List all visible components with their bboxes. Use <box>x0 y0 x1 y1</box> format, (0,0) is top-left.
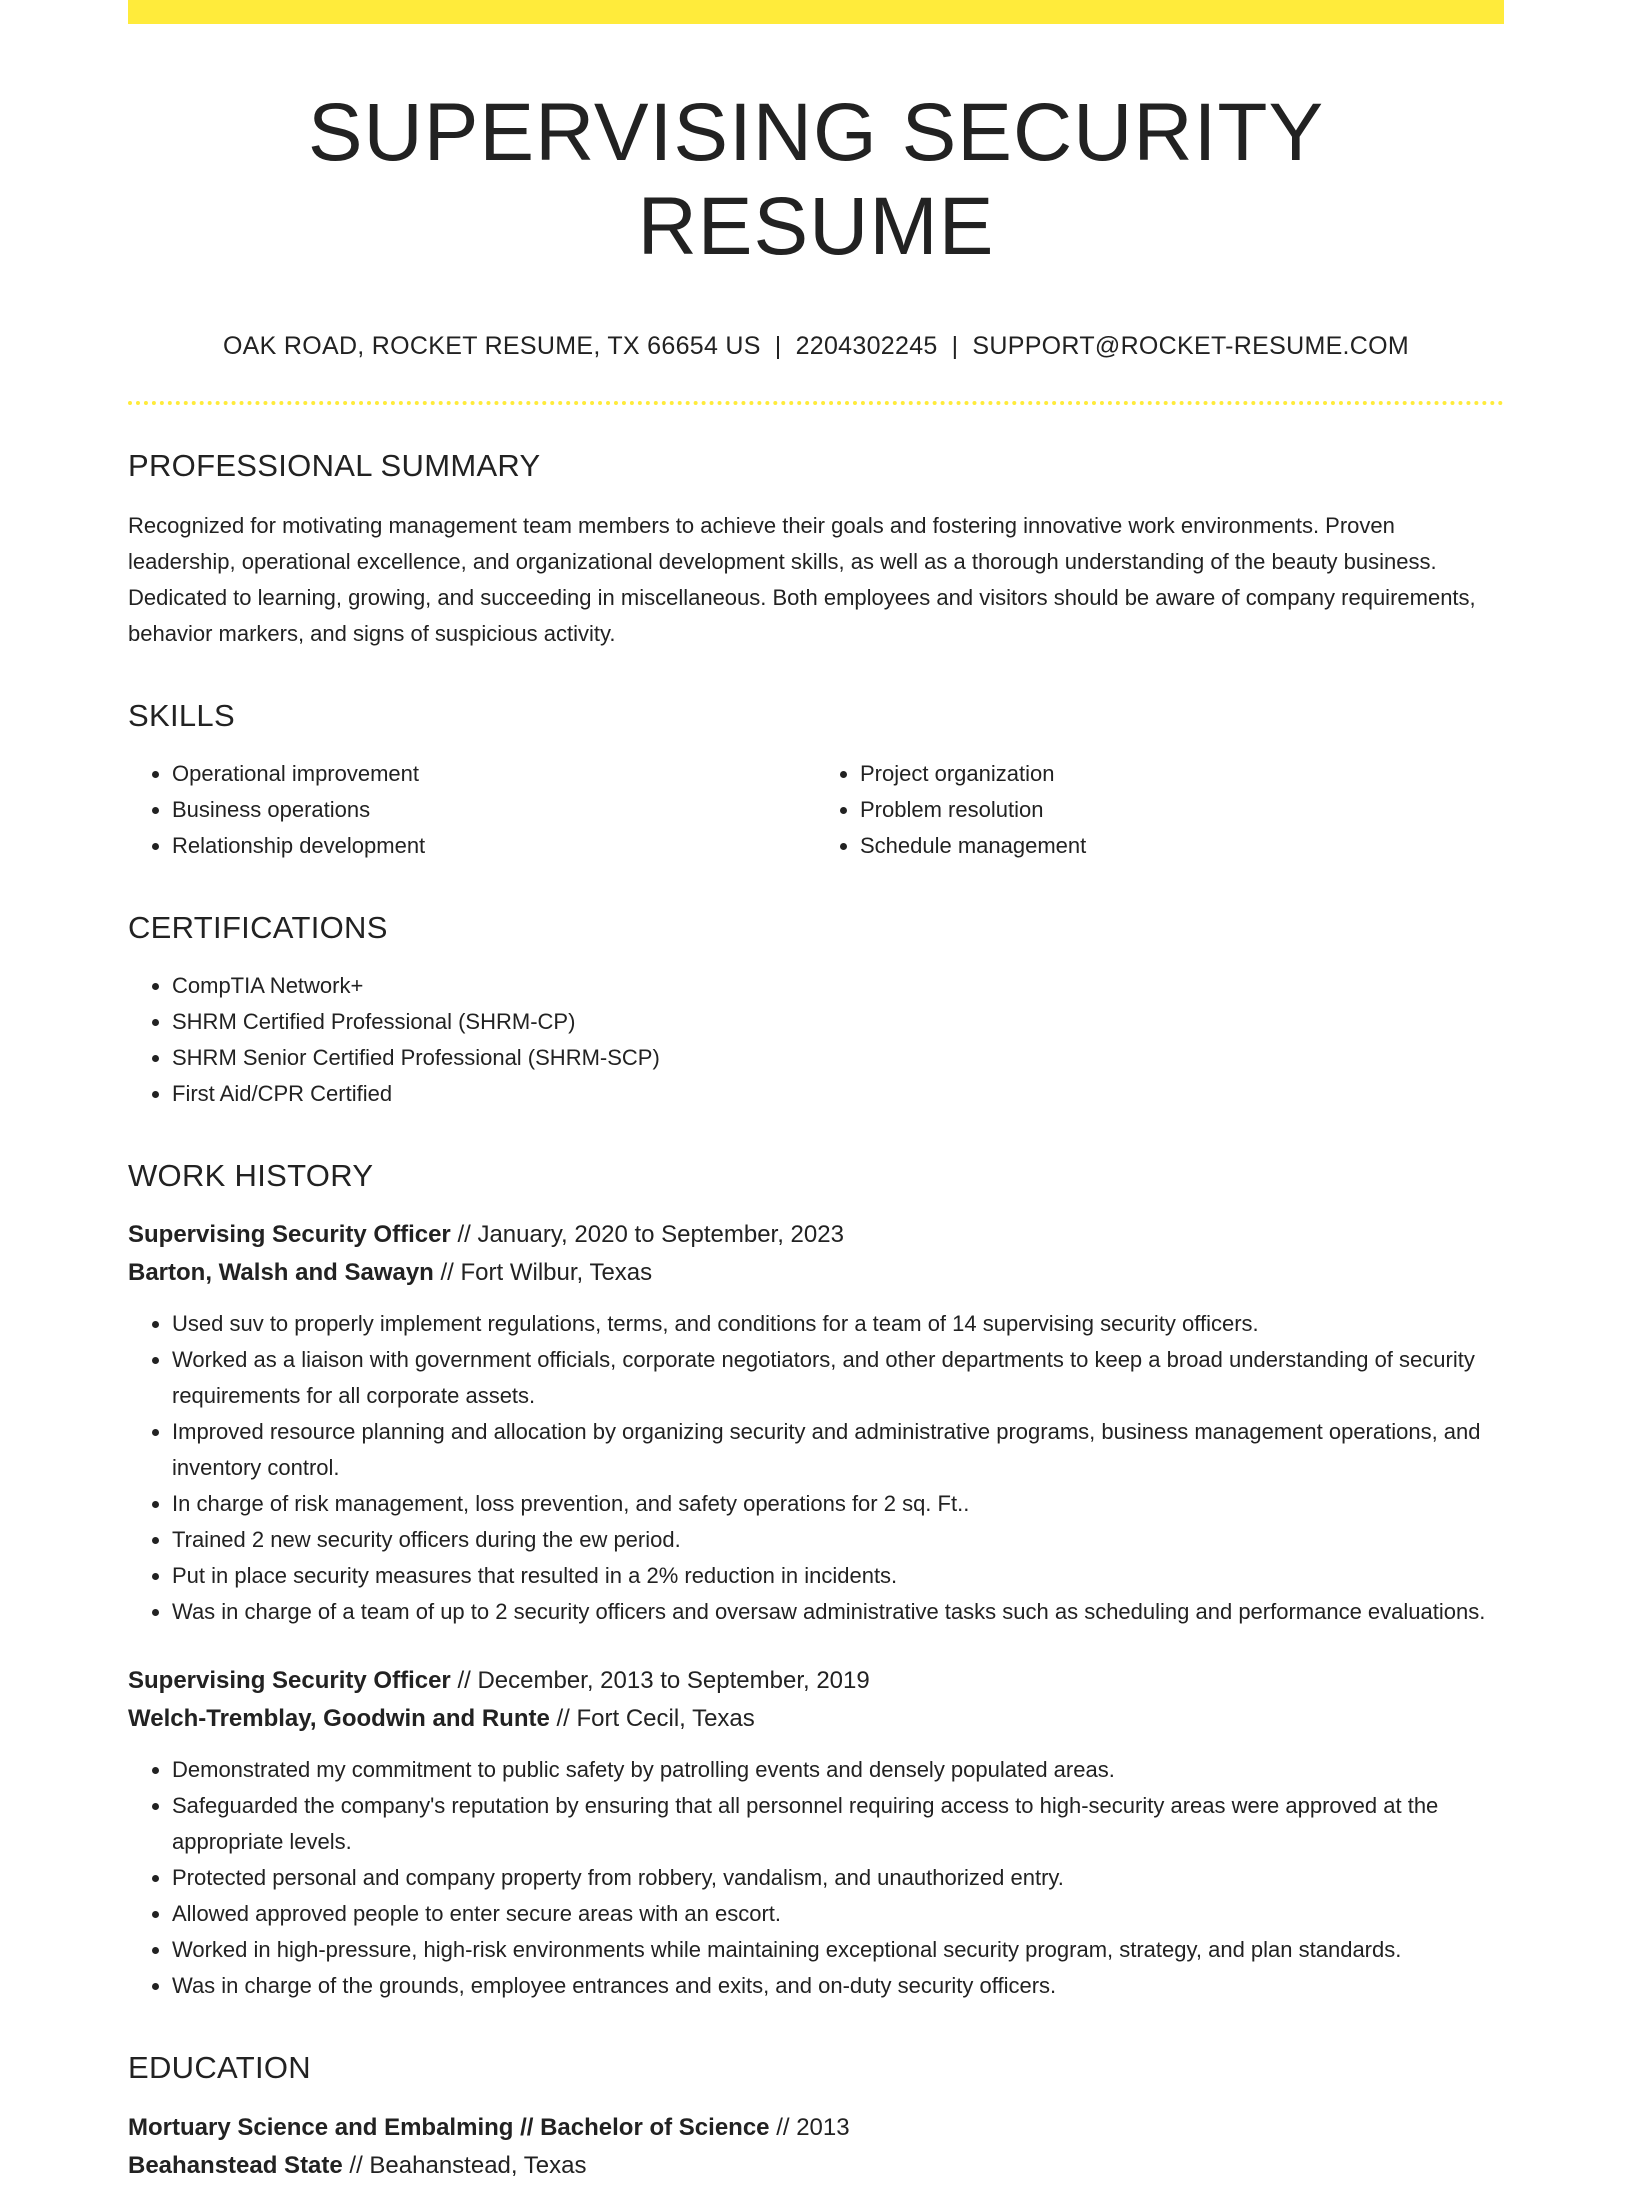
education-section <box>128 2049 1504 2184</box>
certification-item: • CompTIA Network+ <box>172 968 1504 1004</box>
education-school-line <box>128 2147 1504 2185</box>
resume-title: SUPERVISING SECURITY RESUME <box>307 87 1325 273</box>
contact-line <box>128 331 1504 361</box>
job-bullets <box>128 1306 1504 1630</box>
job-bullet: • Protected personal and company property from robbery, vandalism, and unauthorized entry. <box>172 1860 1504 1896</box>
job-bullet: • Trained 2 new security officers during the ew period. <box>172 1522 1504 1558</box>
job-location: // Fort Wilbur, Texas <box>440 1259 653 1287</box>
certification-item: • SHRM Senior Certified Professional (SHRM-SCP) <box>172 1040 1504 1076</box>
job-title-line <box>128 1216 1504 1254</box>
summary-section <box>128 447 1504 652</box>
job-company-line <box>128 1254 1504 1292</box>
skills-heading: SKILLS <box>128 697 235 733</box>
job-bullet: • Used suv to properly implement regulations, terms, and conditions for a team of 14 supervising security officers. <box>172 1306 1504 1342</box>
job-bullet: • Was in charge of a team of up to 2 security officers and oversaw administrative tasks such as scheduling and performance evaluations. <box>172 1594 1504 1630</box>
education-heading: EDUCATION <box>128 2050 311 2086</box>
job-bullets <box>128 1752 1504 2004</box>
skills-left-list <box>128 756 816 864</box>
contact-separator: | <box>774 331 782 360</box>
job-dates: // January, 2020 to September, 2023 <box>457 1221 844 1249</box>
skill-item: • Operational improvement <box>172 756 816 792</box>
dotted-divider <box>128 401 1504 405</box>
summary-heading: PROFESSIONAL SUMMARY <box>128 447 541 483</box>
certification-item: • First Aid/CPR Certified <box>172 1076 1504 1112</box>
education-year: // 2013 <box>776 2113 850 2141</box>
certifications-heading: CERTIFICATIONS <box>128 909 388 945</box>
contact-email: SUPPORT@ROCKET-RESUME.COM <box>972 331 1410 360</box>
education-location: // Beahanstead, Texas <box>349 2151 587 2179</box>
contact-address: OAK ROAD, ROCKET RESUME, TX 66654 US <box>222 331 761 360</box>
accent-top-bar <box>128 0 1504 24</box>
job-bullet: • Allowed approved people to enter secure areas with an escort. <box>172 1896 1504 1932</box>
job-dates: // December, 2013 to September, 2019 <box>457 1667 870 1695</box>
skill-item: • Problem resolution <box>860 792 1504 828</box>
job-location: // Fort Cecil, Texas <box>556 1705 755 1733</box>
skill-item: • Schedule management <box>860 828 1504 864</box>
skills-section <box>128 697 1504 864</box>
education-degree: Mortuary Science and Embalming // Bachelor of Science <box>128 2113 770 2141</box>
skill-item: • Relationship development <box>172 828 816 864</box>
certifications-list <box>128 968 1504 1112</box>
education-school: Beahanstead State <box>128 2151 343 2179</box>
job-title-line <box>128 1662 1504 1700</box>
job-title: Supervising Security Officer <box>128 1221 451 1249</box>
certifications-section <box>128 909 1504 1112</box>
job-entry <box>128 1662 1504 2004</box>
job-company: Barton, Walsh and Sawayn <box>128 1259 434 1287</box>
certification-item: • SHRM Certified Professional (SHRM-CP) <box>172 1004 1504 1040</box>
job-bullet: • Improved resource planning and allocation by organizing security and administrative programs, business management operations, and inventory control. <box>172 1414 1504 1486</box>
job-entry <box>128 1216 1504 1630</box>
job-bullet: • Worked as a liaison with government officials, corporate negotiators, and other departments to keep a broad understanding of security requirements for all corporate assets. <box>172 1342 1504 1414</box>
job-bullet: • Was in charge of the grounds, employee entrances and exits, and on-duty security officers. <box>172 1968 1504 2004</box>
job-company-line <box>128 1700 1504 1738</box>
job-bullet: • Demonstrated my commitment to public safety by patrolling events and densely populated areas. <box>172 1752 1504 1788</box>
job-title: Supervising Security Officer <box>128 1667 451 1695</box>
work-history-heading: WORK HISTORY <box>128 1158 374 1194</box>
job-bullet: • Put in place security measures that resulted in a 2% reduction in incidents. <box>172 1558 1504 1594</box>
skill-item: • Business operations <box>172 792 816 828</box>
job-bullet: • Safeguarded the company's reputation by ensuring that all personnel requiring access to high-security areas were approved at the appropriate levels. <box>172 1788 1504 1860</box>
job-bullet: • In charge of risk management, loss prevention, and safety operations for 2 sq. Ft.. <box>172 1486 1504 1522</box>
resume-page <box>128 0 1504 2185</box>
work-history-section <box>128 1157 1504 2004</box>
contact-phone: 2204302245 <box>795 331 938 360</box>
education-degree-line <box>128 2109 1504 2147</box>
summary-text: Recognized for motivating management team members to achieve their goals and fostering innovative work environments. Proven leadership, operational excellence, and organizational development skills, as well as a thorough understanding of the beauty business. Dedicated to learning, growing, and succeeding in miscellaneous. Both employees and visitors should be aware of company requirements, behavior markers, and signs of suspicious activity. <box>128 512 1476 646</box>
job-company: Welch-Tremblay, Goodwin and Runte <box>128 1705 550 1733</box>
skills-right-list <box>816 756 1504 864</box>
skill-item: • Project organization <box>860 756 1504 792</box>
contact-separator: | <box>951 331 959 360</box>
job-bullet: • Worked in high-pressure, high-risk environments while maintaining exceptional security program, strategy, and plan standards. <box>172 1932 1504 1968</box>
skills-columns <box>128 756 1504 864</box>
